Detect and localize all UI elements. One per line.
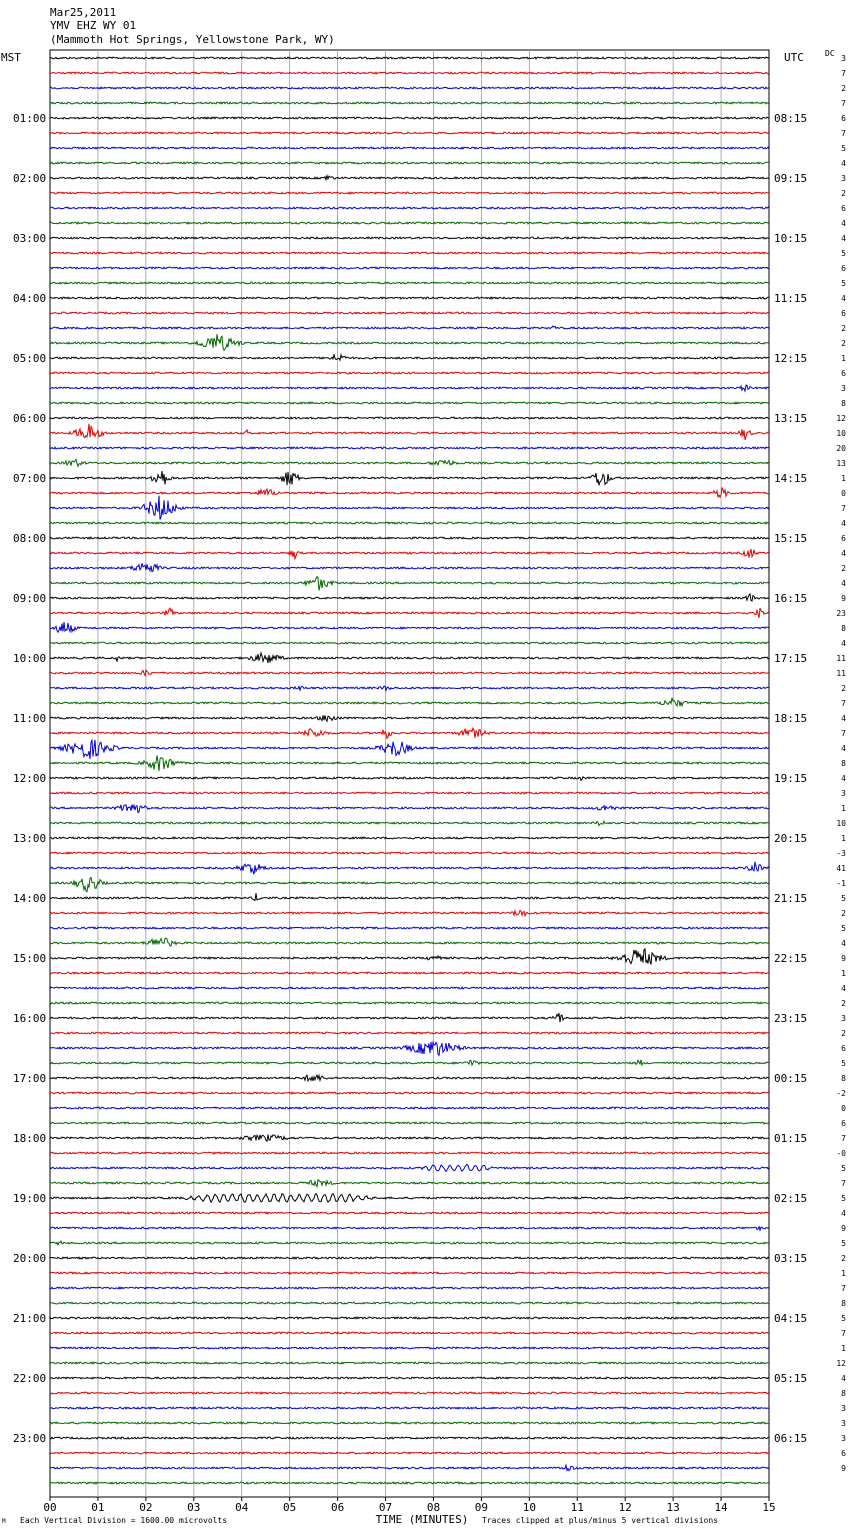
dc-offset-value: 11 — [836, 669, 846, 678]
dc-header-label: DC — [825, 49, 835, 58]
trace-row-8 — [50, 176, 769, 180]
trace-row-9 — [50, 192, 769, 194]
dc-offset-value: 3 — [841, 384, 846, 393]
trace-row-69 — [50, 1092, 769, 1094]
trace-row-42 — [50, 686, 769, 690]
hour-label-right: 10:15 — [774, 232, 808, 245]
dc-offset-value: 6 — [841, 1449, 846, 1458]
dc-offset-value: 3 — [841, 1434, 846, 1443]
trace-row-89 — [50, 1392, 769, 1394]
trace-row-66 — [50, 1042, 769, 1056]
dc-offset-value: 2 — [841, 324, 846, 333]
dc-offset-value: -3 — [836, 849, 846, 858]
dc-offset-value: 3 — [841, 1014, 846, 1023]
trace-row-16 — [50, 297, 769, 299]
dc-offset-value: 5 — [841, 249, 846, 258]
left-timezone-label: MST — [1, 51, 21, 64]
dc-offset-value: -0 — [836, 1149, 846, 1158]
trace-row-87 — [50, 1362, 769, 1364]
trace-row-21 — [50, 372, 769, 374]
x-tick-label: 07 — [378, 1501, 393, 1514]
dc-offset-value: 0 — [841, 1104, 846, 1113]
dc-offset-value: 0 — [841, 489, 846, 498]
trace-row-58 — [50, 927, 769, 929]
trace-row-47 — [50, 755, 769, 771]
trace-row-82 — [50, 1287, 769, 1289]
trace-row-77 — [50, 1212, 769, 1214]
hour-label-left: 17:00 — [13, 1072, 47, 1085]
trace-row-20 — [50, 354, 769, 360]
dc-offset-value: 1 — [841, 354, 846, 363]
hour-label-left: 08:00 — [13, 532, 47, 545]
trace-row-56 — [50, 893, 769, 900]
trace-row-75 — [50, 1180, 769, 1187]
trace-row-90 — [50, 1407, 769, 1409]
dc-offset-value: 4 — [841, 294, 846, 303]
x-tick-label: 15 — [762, 1501, 776, 1514]
trace-row-11 — [50, 222, 769, 224]
hour-label-right: 14:15 — [774, 472, 808, 485]
dc-offset-value: 2 — [841, 189, 846, 198]
hour-label-right: 20:15 — [774, 832, 808, 845]
trace-row-61 — [50, 972, 769, 974]
dc-offset-value: 8 — [841, 759, 846, 768]
trace-row-93 — [50, 1452, 769, 1454]
trace-row-37 — [50, 608, 769, 618]
hour-label-right: 23:15 — [774, 1012, 808, 1025]
dc-offset-value: 2 — [841, 684, 846, 693]
trace-row-81 — [50, 1272, 769, 1274]
hour-label-left: 18:00 — [13, 1132, 47, 1145]
dc-offset-value: 8 — [841, 624, 846, 633]
dc-offset-value: 2 — [841, 564, 846, 573]
trace-row-83 — [50, 1302, 769, 1304]
trace-row-79 — [50, 1241, 769, 1245]
clip-note: Traces clipped at plus/minus 5 vertical divisions — [482, 1516, 719, 1525]
dc-offset-value: 6 — [841, 309, 846, 318]
dc-offset-value: 3 — [841, 1404, 846, 1413]
hour-label-right: 01:15 — [774, 1132, 808, 1145]
dc-offset-value: 4 — [841, 774, 846, 783]
dc-offset-value: 5 — [841, 144, 846, 153]
x-tick-label: 08 — [426, 1501, 441, 1514]
hour-label-left: 22:00 — [13, 1372, 47, 1385]
header-location: (Mammoth Hot Springs, Yellowstone Park, WY) — [50, 33, 335, 46]
trace-row-49 — [50, 792, 769, 794]
hour-label-right: 13:15 — [774, 412, 808, 425]
dc-offset-value: 1 — [841, 804, 846, 813]
hour-label-left: 19:00 — [13, 1192, 47, 1205]
hour-label-left: 14:00 — [13, 892, 47, 905]
trace-row-31 — [50, 522, 769, 524]
dc-offset-value: 4 — [841, 1374, 846, 1383]
hour-label-left: 20:00 — [13, 1252, 47, 1265]
hour-label-left: 07:00 — [13, 472, 47, 485]
hour-label-left: 02:00 — [13, 172, 47, 185]
trace-row-6 — [50, 147, 769, 149]
trace-row-86 — [50, 1347, 769, 1349]
dc-offset-value: 4 — [841, 639, 846, 648]
trace-row-17 — [50, 312, 769, 314]
trace-row-4 — [50, 117, 769, 119]
dc-offset-value: 7 — [841, 1284, 846, 1293]
trace-row-46 — [50, 740, 769, 759]
hour-label-right: 19:15 — [774, 772, 808, 785]
hour-label-right: 08:15 — [774, 112, 808, 125]
x-tick-label: 02 — [139, 1501, 153, 1514]
dc-offset-value: 4 — [841, 219, 846, 228]
hour-label-right: 15:15 — [774, 532, 808, 545]
dc-offset-value: 2 — [841, 339, 846, 348]
x-tick-label: 12 — [618, 1501, 632, 1514]
dc-offset-value: 7 — [841, 129, 846, 138]
trace-row-59 — [50, 938, 769, 946]
dc-offset-value: 6 — [841, 369, 846, 378]
trace-row-51 — [50, 821, 769, 825]
trace-row-78 — [50, 1227, 769, 1231]
dc-offset-value: -2 — [836, 1089, 846, 1098]
dc-offset-value: 9 — [841, 1464, 846, 1473]
header-station: YMV EHZ WY 01 — [50, 19, 137, 32]
dc-offset-value: 6 — [841, 534, 846, 543]
trace-row-85 — [50, 1332, 769, 1334]
trace-row-19 — [50, 334, 769, 350]
dc-offset-value: 1 — [841, 969, 846, 978]
hour-label-right: 03:15 — [774, 1252, 808, 1265]
dc-offset-value: 9 — [841, 594, 846, 603]
hour-label-left: 06:00 — [13, 412, 47, 425]
dc-offset-value: 4 — [841, 519, 846, 528]
dc-offset-value: 7 — [841, 504, 846, 513]
dc-offset-value: 6 — [841, 1119, 846, 1128]
x-tick-label: 11 — [570, 1501, 584, 1514]
x-tick-label: 13 — [666, 1501, 680, 1514]
trace-row-54 — [50, 862, 769, 874]
dc-offset-value: 7 — [841, 1329, 846, 1338]
hour-label-right: 17:15 — [774, 652, 808, 665]
trace-row-52 — [50, 837, 769, 839]
trace-row-24 — [50, 417, 769, 419]
hour-label-left: 12:00 — [13, 772, 47, 785]
dc-offset-value: 1 — [841, 834, 846, 843]
hour-label-left: 15:00 — [13, 952, 47, 965]
trace-row-65 — [50, 1032, 769, 1034]
dc-offset-value: 7 — [841, 1134, 846, 1143]
dc-offset-value: 2 — [841, 1254, 846, 1263]
trace-row-41 — [50, 670, 769, 675]
dc-offset-value: 1 — [841, 1344, 846, 1353]
trace-row-55 — [50, 877, 769, 891]
trace-row-26 — [50, 447, 769, 449]
dc-offset-value: 7 — [841, 729, 846, 738]
trace-row-29 — [50, 488, 769, 497]
dc-offset-value: 10 — [836, 819, 846, 828]
trace-row-62 — [50, 987, 769, 989]
trace-row-28 — [50, 471, 769, 485]
trace-row-74 — [50, 1164, 769, 1171]
trace-row-53 — [50, 852, 769, 854]
x-tick-label: 00 — [43, 1501, 57, 1514]
dc-offset-value: 12 — [836, 1359, 846, 1368]
dc-offset-value: 41 — [836, 864, 846, 873]
dc-offset-value: 23 — [836, 609, 846, 618]
x-tick-label: 04 — [235, 1501, 249, 1514]
trace-row-34 — [50, 563, 769, 571]
hour-label-left: 04:00 — [13, 292, 47, 305]
x-axis-label: TIME (MINUTES) — [375, 1513, 469, 1526]
dc-offset-value: 5 — [841, 1059, 846, 1068]
dc-offset-value: 5 — [841, 279, 846, 288]
trace-row-25 — [50, 424, 769, 440]
trace-row-33 — [50, 549, 769, 559]
trace-row-23 — [50, 402, 769, 404]
header-date: Mar25,2011 — [50, 6, 117, 19]
dc-offset-value: 1 — [841, 1269, 846, 1278]
trace-row-84 — [50, 1317, 769, 1319]
hour-label-right: 02:15 — [774, 1192, 808, 1205]
trace-row-92 — [50, 1437, 769, 1439]
dc-offset-value: 1 — [841, 474, 846, 483]
hour-label-right: 05:15 — [774, 1372, 808, 1385]
trace-row-38 — [50, 622, 769, 632]
trace-row-94 — [50, 1465, 769, 1471]
hour-label-right: 04:15 — [774, 1312, 808, 1325]
hour-label-left: 11:00 — [13, 712, 47, 725]
dc-offset-value: 3 — [841, 54, 846, 63]
dc-offset-value: 2 — [841, 84, 846, 93]
dc-offset-value: 8 — [841, 1074, 846, 1083]
trace-row-91 — [50, 1422, 769, 1424]
dc-offset-value: 5 — [841, 1164, 846, 1173]
dc-offset-value: 4 — [841, 939, 846, 948]
hour-label-right: 00:15 — [774, 1072, 808, 1085]
dc-offset-value: 7 — [841, 69, 846, 78]
dc-offset-value: 4 — [841, 579, 846, 588]
trace-row-43 — [50, 698, 769, 706]
trace-row-64 — [50, 1013, 769, 1022]
dc-offset-value: 5 — [841, 924, 846, 933]
trace-row-40 — [50, 653, 769, 663]
dc-offset-value: 10 — [836, 429, 846, 438]
trace-row-95 — [50, 1482, 769, 1484]
trace-row-22 — [50, 385, 769, 391]
dc-offset-value: 5 — [841, 1239, 846, 1248]
hour-label-left: 05:00 — [13, 352, 47, 365]
trace-row-60 — [50, 949, 769, 965]
dc-offset-value: 11 — [836, 654, 846, 663]
trace-row-50 — [50, 805, 769, 813]
dc-offset-value: 8 — [841, 1299, 846, 1308]
trace-row-48 — [50, 777, 769, 781]
dc-offset-value: 4 — [841, 714, 846, 723]
trace-row-35 — [50, 577, 769, 591]
dc-offset-value: 5 — [841, 1194, 846, 1203]
trace-row-32 — [50, 537, 769, 539]
x-tick-label: 14 — [714, 1501, 728, 1514]
dc-offset-value: 4 — [841, 159, 846, 168]
trace-row-88 — [50, 1377, 769, 1379]
dc-offset-value: -1 — [836, 879, 846, 888]
hour-label-left: 16:00 — [13, 1012, 47, 1025]
trace-row-27 — [50, 459, 769, 466]
trace-row-3 — [50, 102, 769, 104]
trace-row-5 — [50, 132, 769, 134]
dc-offset-value: 20 — [836, 444, 846, 453]
trace-row-68 — [50, 1075, 769, 1081]
trace-row-63 — [50, 1002, 769, 1004]
hour-label-left: 01:00 — [13, 112, 47, 125]
trace-row-18 — [50, 326, 769, 329]
dc-offset-value: 12 — [836, 414, 846, 423]
dc-offset-value: 3 — [841, 174, 846, 183]
hour-label-right: 21:15 — [774, 892, 808, 905]
dc-offset-value: 4 — [841, 984, 846, 993]
trace-row-13 — [50, 252, 769, 254]
hour-label-left: 23:00 — [13, 1432, 47, 1445]
trace-row-80 — [50, 1257, 769, 1259]
dc-offset-value: 8 — [841, 399, 846, 408]
trace-row-14 — [50, 267, 769, 269]
dc-offset-value: 9 — [841, 1224, 846, 1233]
x-tick-label: 01 — [91, 1501, 105, 1514]
scale-note: Each Vertical Division = 1600.00 microvolts — [20, 1516, 228, 1525]
dc-offset-value: 4 — [841, 744, 846, 753]
hour-label-left: 21:00 — [13, 1312, 47, 1325]
trace-row-44 — [50, 715, 769, 721]
dc-offset-value: 7 — [841, 99, 846, 108]
trace-row-1 — [50, 72, 769, 74]
hour-label-left: 13:00 — [13, 832, 47, 845]
dc-offset-value: 6 — [841, 114, 846, 123]
trace-row-2 — [50, 87, 769, 89]
right-timezone-label: UTC — [784, 51, 804, 64]
dc-offset-value: 6 — [841, 204, 846, 213]
dc-offset-value: 4 — [841, 549, 846, 558]
trace-row-10 — [50, 207, 769, 209]
trace-row-71 — [50, 1122, 769, 1124]
trace-row-36 — [50, 594, 769, 601]
dc-offset-value: 9 — [841, 954, 846, 963]
x-tick-label: 06 — [330, 1501, 345, 1514]
hour-label-left: 10:00 — [13, 652, 47, 665]
hour-label-right: 18:15 — [774, 712, 808, 725]
trace-row-30 — [50, 496, 769, 520]
trace-row-7 — [50, 162, 769, 164]
hour-label-left: 09:00 — [13, 592, 47, 605]
dc-offset-value: 2 — [841, 909, 846, 918]
hour-label-right: 09:15 — [774, 172, 808, 185]
dc-offset-value: 5 — [841, 1314, 846, 1323]
trace-row-12 — [50, 237, 769, 239]
trace-row-15 — [50, 282, 769, 284]
x-tick-label: 09 — [474, 1501, 489, 1514]
trace-row-72 — [50, 1135, 769, 1142]
trace-row-0 — [50, 57, 769, 59]
dc-offset-value: 4 — [841, 1209, 846, 1218]
dc-offset-value: 8 — [841, 1389, 846, 1398]
corner-mark: M — [2, 1518, 6, 1525]
dc-offset-value: 4 — [841, 234, 846, 243]
hour-label-right: 16:15 — [774, 592, 808, 605]
dc-offset-value: 13 — [836, 459, 846, 468]
dc-offset-value: 7 — [841, 699, 846, 708]
x-tick-label: 10 — [522, 1501, 536, 1514]
trace-row-70 — [50, 1107, 769, 1109]
trace-row-39 — [50, 642, 769, 644]
x-tick-label: 05 — [283, 1501, 297, 1514]
dc-offset-value: 2 — [841, 999, 846, 1008]
trace-row-76 — [50, 1194, 769, 1203]
hour-label-right: 22:15 — [774, 952, 808, 965]
dc-offset-value: 6 — [841, 1044, 846, 1053]
trace-row-67 — [50, 1060, 769, 1065]
dc-offset-value: 7 — [841, 1179, 846, 1188]
trace-row-45 — [50, 728, 769, 738]
hour-label-right: 11:15 — [774, 292, 808, 305]
trace-row-57 — [50, 910, 769, 915]
hour-label-right: 12:15 — [774, 352, 808, 365]
dc-offset-value: 3 — [841, 1419, 846, 1428]
dc-offset-value: 2 — [841, 1029, 846, 1038]
x-tick-label: 03 — [187, 1501, 201, 1514]
trace-row-73 — [50, 1152, 769, 1154]
dc-offset-value: 3 — [841, 789, 846, 798]
hour-label-left: 03:00 — [13, 232, 47, 245]
hour-label-right: 06:15 — [774, 1432, 808, 1445]
dc-offset-value: 5 — [841, 894, 846, 903]
dc-offset-value: 6 — [841, 264, 846, 273]
